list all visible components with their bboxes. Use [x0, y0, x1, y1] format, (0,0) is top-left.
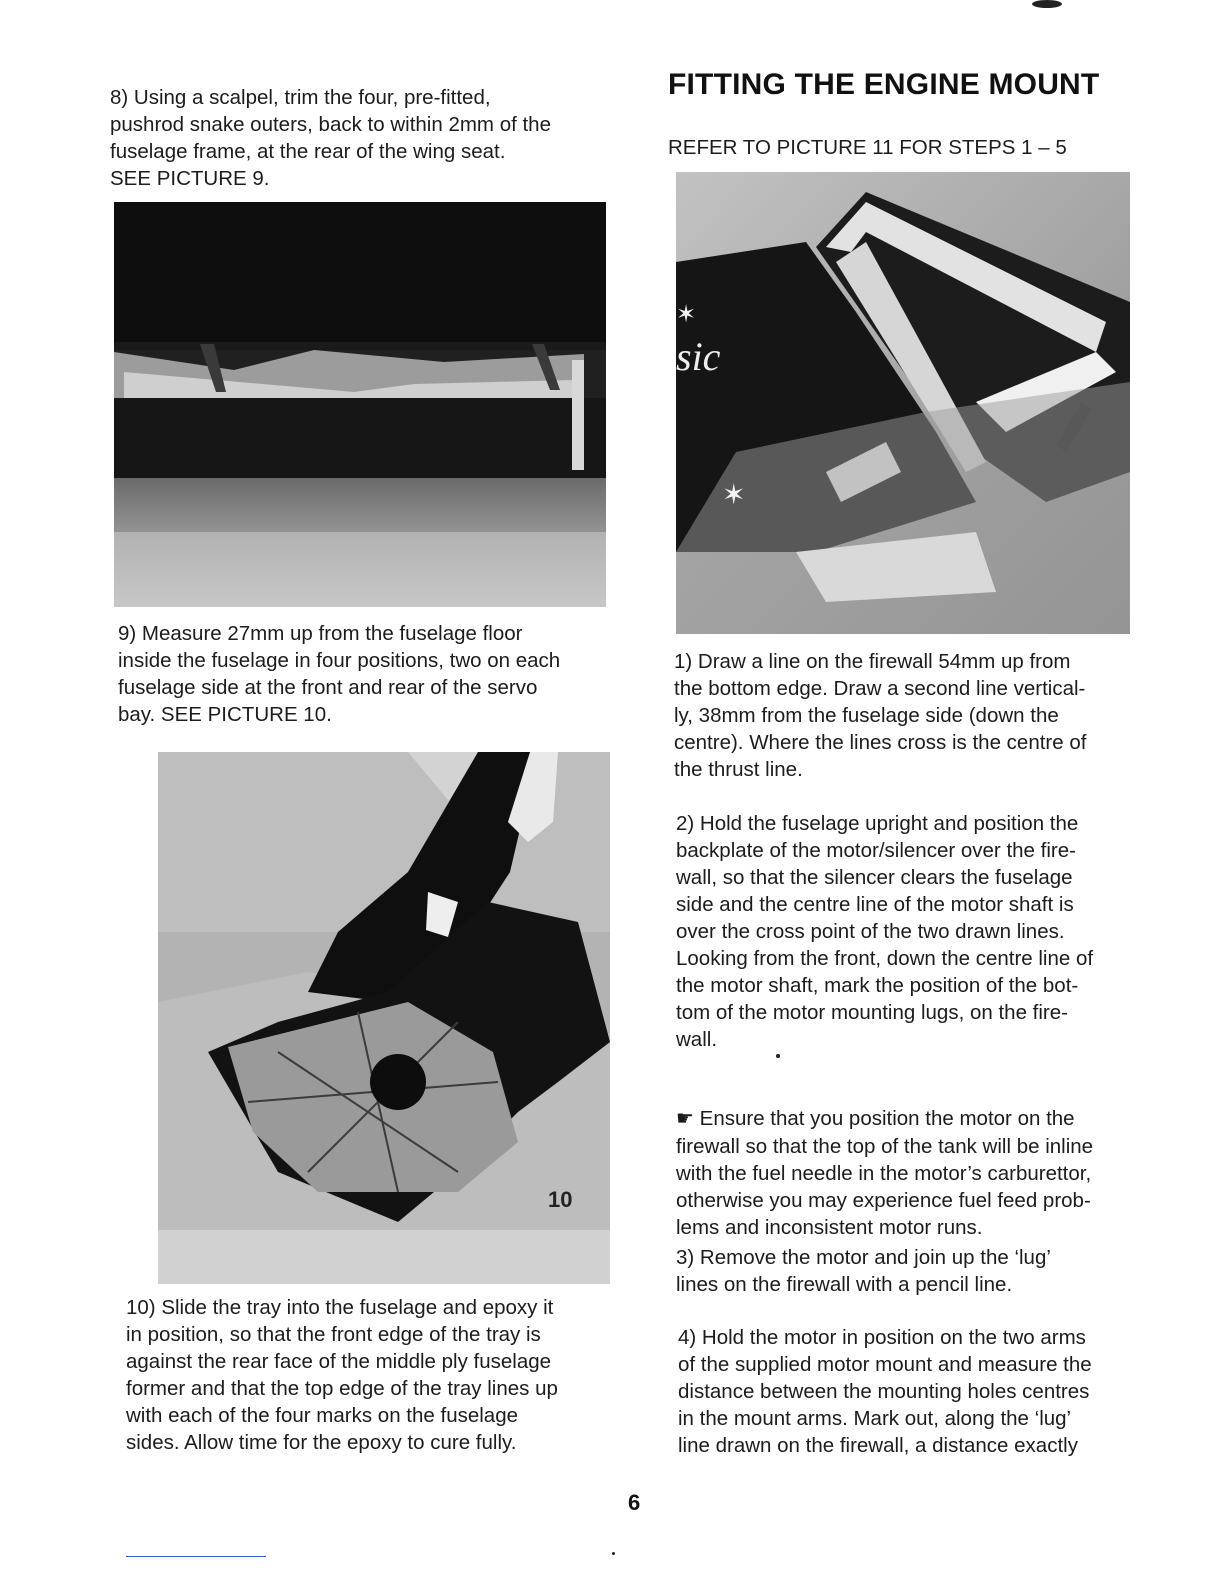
scan-speck — [612, 1552, 615, 1555]
step-4-text: 4) Hold the motor in position on the two arms of the supplied motor mount and measure the distance between the mounting holes centres in the mount arms. Mark out, along the ‘lug’ line drawn on the firewall, a distance exactly — [678, 1326, 1092, 1457]
picture-11-lettering: sic — [676, 334, 721, 379]
footer-rule — [126, 1556, 266, 1557]
note-block — [676, 1078, 1093, 1241]
page-number: 6 — [628, 1490, 641, 1515]
picture-10-photo — [158, 752, 610, 1284]
pointing-hand-icon: ☛ — [676, 1108, 694, 1130]
section-heading: FITTING THE ENGINE MOUNT — [668, 68, 1100, 101]
picture-11-photo — [676, 172, 1130, 634]
scan-speck — [1032, 0, 1062, 8]
refer-instruction: REFER TO PICTURE 11 FOR STEPS 1 – 5 — [668, 136, 1067, 159]
picture-9-photo — [114, 202, 606, 607]
step-3-text: 3) Remove the motor and join up the ‘lug’ lines on the firewall with a pencil line. — [676, 1246, 1051, 1296]
step-8-text: 8) Using a scalpel, trim the four, pre-fitted, pushrod snake outers, back to within 2mm of the fuselage frame, at the rear of the wing seat. SEE PICTURE 9. — [110, 86, 551, 190]
step-2-text: 2) Hold the fuselage upright and position the backplate of the motor/silencer over the fire- wall, so that the silencer clears the fuselage side and the centre line of the motor shaft is over the cross point of the two drawn lines. Looking from the front, down the centre line of the motor shaft, mark the position of the bot- tom of the motor mounting lugs, on the fire- wall. — [676, 812, 1094, 1051]
picture-10-label: 10 — [548, 1187, 573, 1212]
note-text: Ensure that you position the motor on the firewall so that the top of the tank will be inline with the fuel needle in the motor’s carburettor, otherwise you may experience fuel feed prob- lems and inconsistent motor runs. — [676, 1107, 1094, 1239]
star-decal: ✶ — [676, 301, 697, 328]
star-decal: ✶ — [722, 479, 746, 510]
step-1-text: 1) Draw a line on the firewall 54mm up from the bottom edge. Draw a second line vertical- ly, 38mm from the fuselage side (down the centre). Where the lines cross is the centre of the thrust line. — [674, 650, 1087, 781]
scan-speck — [776, 1054, 780, 1058]
step-9-text: 9) Measure 27mm up from the fuselage floor inside the fuselage in four positions, two on each fuselage side at the front and rear of the servo bay. SEE PICTURE 10. — [118, 622, 561, 726]
step-10-text: 10) Slide the tray into the fuselage and epoxy it in position, so that the front edge of the tray is against the rear face of the middle ply fuselage former and that the top edge of the tray lines up with each of the four marks on the fuselage sides. Allow time for the epoxy to cure fully. — [126, 1296, 558, 1454]
